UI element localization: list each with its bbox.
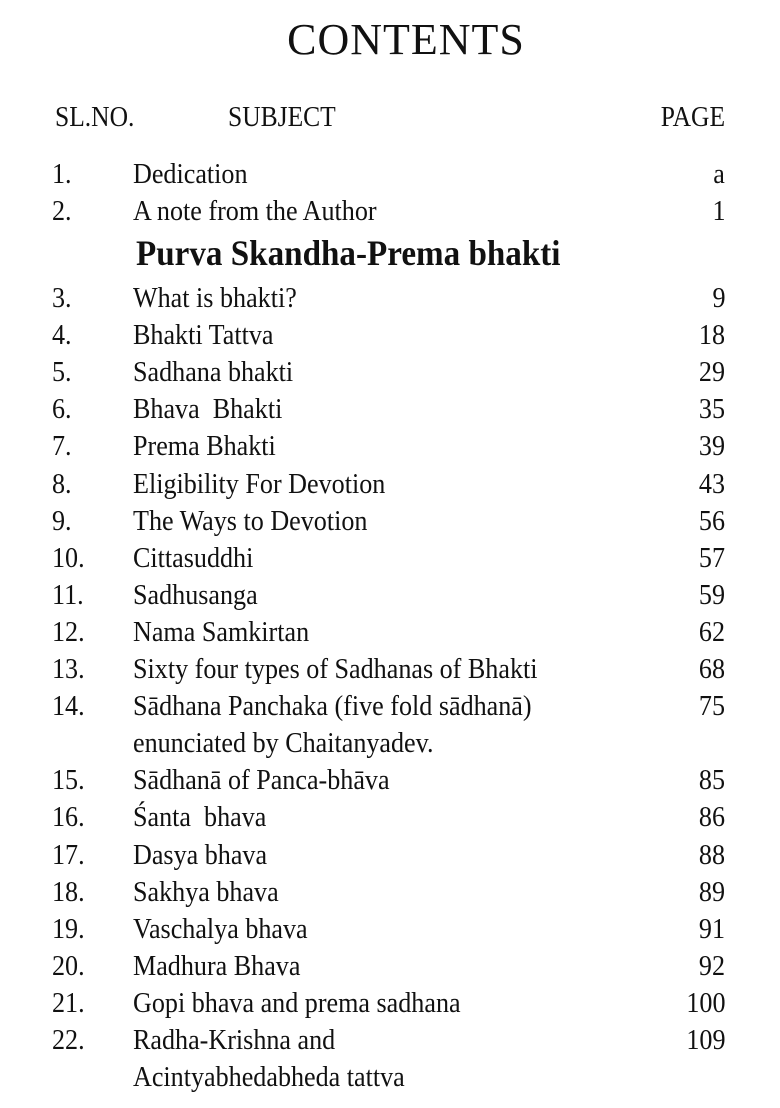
- entry-number: 21.: [52, 987, 85, 1019]
- toc-entry[interactable]: [0, 319, 780, 356]
- entry-subject: A note from the Author: [133, 195, 377, 227]
- entry-subject: Bhakti Tattva: [133, 319, 274, 351]
- entry-subject: Bhava Bhakti: [133, 393, 283, 425]
- entry-page: 9: [711, 282, 725, 314]
- entry-subject: Sadhusanga: [133, 579, 258, 611]
- toc-entry[interactable]: [0, 987, 780, 1024]
- entry-subject: The Ways to Devotion: [133, 505, 368, 537]
- entry-number: 3.: [52, 282, 72, 314]
- entry-subject: Sādhana Panchaka (five fold sādhanā): [133, 690, 532, 722]
- entry-subject: Cittasuddhi: [133, 542, 254, 574]
- entry-number: 11.: [52, 579, 84, 611]
- toc-entry[interactable]: [0, 356, 780, 393]
- toc-entry[interactable]: [0, 839, 780, 876]
- toc-entry[interactable]: [0, 950, 780, 987]
- entry-number: 13.: [52, 653, 85, 685]
- toc-entry[interactable]: [0, 542, 780, 579]
- entry-subject: Madhura Bhava: [133, 950, 301, 982]
- entry-page: 39: [698, 430, 725, 462]
- toc-entry[interactable]: [0, 616, 780, 653]
- entry-subject: Dasya bhava: [133, 839, 268, 871]
- entry-page: 29: [698, 356, 725, 388]
- entry-subject: Sakhya bhava: [133, 876, 279, 908]
- entry-number: 14.: [52, 690, 85, 722]
- toc-entry[interactable]: [0, 195, 780, 232]
- toc-entry[interactable]: [0, 876, 780, 913]
- entry-page: 57: [698, 542, 725, 574]
- toc-entry[interactable]: [0, 158, 780, 195]
- entry-number: 4.: [52, 319, 72, 351]
- page-title: CONTENTS: [287, 15, 525, 64]
- entry-number: 12.: [52, 616, 85, 648]
- entry-subject: Vaschalya bhava: [133, 913, 308, 945]
- entry-number: 9.: [52, 505, 72, 537]
- toc-entry[interactable]: [0, 430, 780, 467]
- entry-page: 1: [711, 195, 725, 227]
- toc-entry[interactable]: [0, 801, 780, 838]
- toc-entry[interactable]: [0, 913, 780, 950]
- entry-page: 89: [698, 876, 725, 908]
- header-sl-no: SL.NO.: [55, 101, 135, 133]
- entry-number: 1.: [52, 158, 72, 190]
- entry-number: 2.: [52, 195, 72, 227]
- header-page: PAGE: [660, 101, 725, 133]
- entry-subject: Sixty four types of Sadhanas of Bhakti: [133, 653, 538, 685]
- entry-number: 16.: [52, 801, 85, 833]
- toc-entry[interactable]: [0, 1024, 780, 1061]
- entry-page: 109: [685, 1024, 725, 1056]
- entry-subject: Nama Samkirtan: [133, 616, 310, 648]
- toc-entry[interactable]: [0, 468, 780, 505]
- entry-number: 15.: [52, 764, 85, 796]
- entry-number: 10.: [52, 542, 85, 574]
- entry-number: 22.: [52, 1024, 85, 1056]
- entry-number: 6.: [52, 393, 72, 425]
- entry-number: 7.: [52, 430, 72, 462]
- entry-page: 75: [698, 690, 725, 722]
- entry-page: 91: [698, 913, 725, 945]
- entry-subject: Gopi bhava and prema sadhana: [133, 987, 461, 1019]
- toc-entry[interactable]: [0, 690, 780, 727]
- entry-page: 85: [698, 764, 725, 796]
- entry-number: 20.: [52, 950, 85, 982]
- entry-subject: Radha-Krishna and: [133, 1024, 336, 1056]
- entry-subject: Dedication: [133, 158, 248, 190]
- entry-page: a: [713, 158, 725, 190]
- entry-subject-continuation: enunciated by Chaitanyadev.: [133, 727, 434, 759]
- entry-number: 8.: [52, 468, 72, 500]
- entry-subject: Sadhana bhakti: [133, 356, 294, 388]
- entry-page: 88: [698, 839, 725, 871]
- toc-entry[interactable]: [0, 505, 780, 542]
- entry-number: 5.: [52, 356, 72, 388]
- entry-subject: Śanta bhava: [133, 801, 267, 833]
- entry-page: 43: [698, 468, 725, 500]
- toc-entry-continuation: [0, 727, 780, 764]
- entry-subject-continuation: Acintyabhedabheda tattva: [133, 1061, 405, 1093]
- entry-subject: Eligibility For Devotion: [133, 468, 386, 500]
- toc-entry[interactable]: [0, 393, 780, 430]
- entry-page: 59: [698, 579, 725, 611]
- entry-number: 17.: [52, 839, 85, 871]
- entry-page: 100: [685, 987, 725, 1019]
- entry-subject: What is bhakti?: [133, 282, 297, 314]
- toc-entry[interactable]: [0, 653, 780, 690]
- entry-number: 18.: [52, 876, 85, 908]
- entry-page: 68: [698, 653, 725, 685]
- entry-page: 18: [698, 319, 725, 351]
- toc-entry[interactable]: [0, 764, 780, 801]
- entry-page: 92: [698, 950, 725, 982]
- section-heading: Purva Skandha-Prema bhakti: [136, 233, 561, 273]
- entry-number: 19.: [52, 913, 85, 945]
- entry-page: 86: [698, 801, 725, 833]
- entry-page: 35: [698, 393, 725, 425]
- toc-entry-continuation: [0, 1061, 780, 1098]
- toc-entry[interactable]: [0, 579, 780, 616]
- entry-subject: Prema Bhakti: [133, 430, 276, 462]
- header-subject: SUBJECT: [228, 101, 336, 133]
- toc-entry[interactable]: [0, 282, 780, 319]
- entry-page: 56: [698, 505, 725, 537]
- entry-subject: Sādhanā of Panca-bhāva: [133, 764, 390, 796]
- entry-page: 62: [698, 616, 725, 648]
